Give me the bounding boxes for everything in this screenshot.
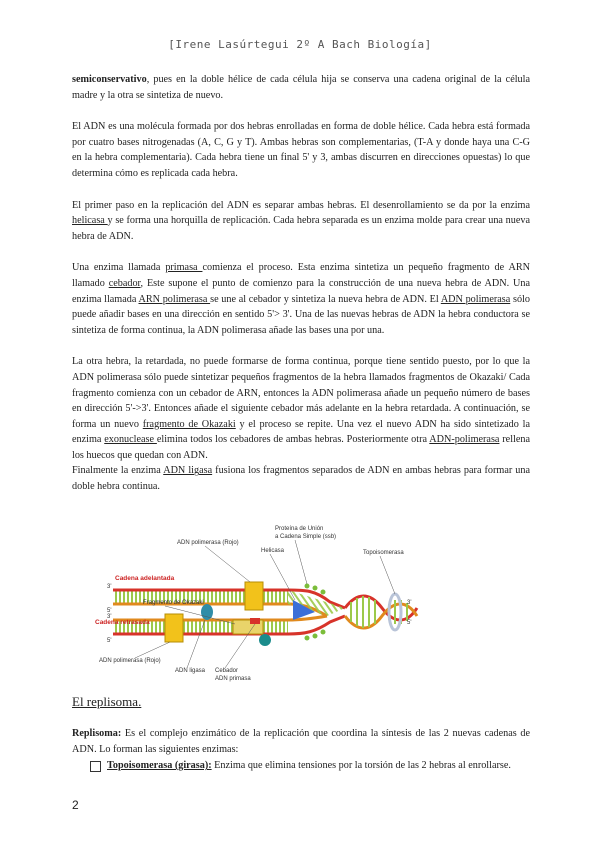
svg-text:3': 3' (107, 614, 112, 620)
svg-text:ADN polimerasa (Rojo): ADN polimerasa (Rojo) (177, 540, 239, 546)
term-semiconservativo: semiconservativo (72, 74, 147, 85)
svg-text:ADN polimerasa (Rojo): ADN polimerasa (Rojo) (99, 658, 161, 664)
paragraph-okazaki: La otra hebra, la retardada, no puede formarse de forma continua, porque tiene sentido puesto, por lo que la ADN polimerasa sólo puede sintetizar pequeños fragmentos de la hebra llamados fragmentos de Okazaki/ Cada fragmento comienza con un cebador de ARN, entonces la ADN polimerasa añade un pequeño número de bases en dirección 5'->3'. Entonces añade el siguiente cebador más adelante en la hebra retardada. A continuación, se forma un nuevo fragmento de Okazaki y el proceso se repite. Una vez el nuevo ADN ha sido sintetizado la enzima exonuclease elimina todos los cebadores de ambas hebras. Posteriormente otra ADN-polimerasa rellena los huecos que quedan con ADN. (72, 356, 530, 461)
svg-text:Cebador: Cebador (215, 668, 239, 674)
page-header: [Irene Lasúrtegui 2º A Bach Biología] (168, 38, 432, 51)
term-adn-ligasa: ADN ligasa (163, 465, 213, 477)
term-primasa: primasa (165, 262, 203, 274)
term-exonuclease: exonuclease (104, 434, 157, 446)
svg-text:ADN primasa: ADN primasa (215, 676, 251, 682)
paragraph-ligasa: Finalmente la enzima ADN ligasa fusiona los fragmentos separados de ADN en ambas hebras para formar una doble hebra continua. (72, 465, 531, 493)
primer-icon (250, 618, 260, 624)
term-fragmento-okazaki: fragmento de Okazaki (142, 418, 236, 430)
term-topoisomerasa: Topoisomerasa (girasa): (107, 760, 212, 771)
dna-polymerase-leading-icon (245, 582, 263, 610)
replication-fork-diagram (95, 520, 420, 690)
document-body (72, 72, 530, 511)
checkbox-icon (90, 761, 101, 772)
term-adn-polimerasa: ADN polimerasa (440, 293, 511, 305)
replisoma-paragraph: Replisoma: Es el complejo enzimático de la replicación que coordina la síntesis de las 2 nuevas cadenas de ADN. Lo forman las siguientes enzimas: (72, 728, 530, 755)
svg-text:Helicasa: Helicasa (261, 548, 285, 554)
term-cebador: cebador (108, 277, 141, 289)
term-helicasa: helicasa (72, 215, 108, 227)
page-number: 2 (72, 798, 79, 812)
svg-text:Fragmento de Okazaki: Fragmento de Okazaki (143, 600, 204, 606)
enzyme-list-item: Topoisomerasa (girasa): Enzima que elimina tensiones por la torsión de las 2 hebras al enrollarse. (90, 758, 535, 774)
dna-ligase-icon (201, 604, 213, 620)
svg-text:5': 5' (407, 620, 412, 626)
paragraph-helicasa: El primer paso en la replicación del ADN es separar ambas hebras. El desenrollamiento se da por la enzima helicasa y se forma una horquilla de replicación. Cada hebra separada es un enzima molde para crear una nueva hebra de ADN. (72, 199, 530, 242)
svg-text:5': 5' (107, 608, 112, 614)
paragraph-primasa: Una enzima llamada primasa comienza el proceso. Esta enzima sintetiza un pequeño fragmento de ARN llamado cebador, Este supone el punto de comienzo para la construcción de una nueva hebra de ADN. Una enzima llamada ARN polimerasa se une al cebador y sintetiza la nueva hebra de ADN. El ADN polimerasa sólo puede añadir bases en una dirección en sentido 5'> 3'. Una de las nuevas hebras de ADN la hebra conductora se sintetiza de forma continua, la ADN polimerasa añade las bases una por una. (72, 262, 530, 336)
term-adn-polimerasa-2: ADN-polimerasa (429, 434, 500, 446)
svg-text:a Cadena Simple (ssb): a Cadena Simple (ssb) (275, 534, 337, 540)
svg-text:Topoisomerasa: Topoisomerasa (363, 550, 404, 556)
term-replisoma: Replisoma: (72, 728, 122, 739)
section-title-replisoma: El replisoma. (72, 694, 142, 709)
svg-text:3': 3' (407, 600, 412, 606)
svg-text:ADN ligasa: ADN ligasa (175, 668, 206, 674)
paragraph-semiconservativo: semiconservativo, pues en la doble hélice de cada célula hija se conserva una cadena original de la célula madre y la otra se sintetiza de nuevo. (72, 74, 530, 101)
cadena-adelantada-label: Cadena adelantada (115, 575, 175, 582)
paragraph-adn-structure: El ADN es una molécula formada por dos hebras enrolladas en forma de doble hélice. Cada hebra está formada por cuatro bases nitrogenadas (A, C, G y T). Ambas hebras son complementarias, (T-A y donde haya una C-G en la hebra complementaria). Cada hebra tiene un final 5' y 3, ambas discurren en direcciones opuestas) lo que determina cómo es replicada cada hebra. (72, 121, 530, 179)
term-arn-polimerasa: ARN polimerasa (138, 293, 211, 305)
primase-icon (259, 634, 271, 646)
dna-polymerase-lagging-icon (165, 614, 183, 642)
svg-text:5': 5' (107, 638, 112, 644)
svg-text:3': 3' (107, 584, 112, 590)
svg-text:Proteína de Unión: Proteína de Unión (275, 526, 324, 532)
svg-text:Cadena retrasada: Cadena retrasada (95, 619, 150, 626)
